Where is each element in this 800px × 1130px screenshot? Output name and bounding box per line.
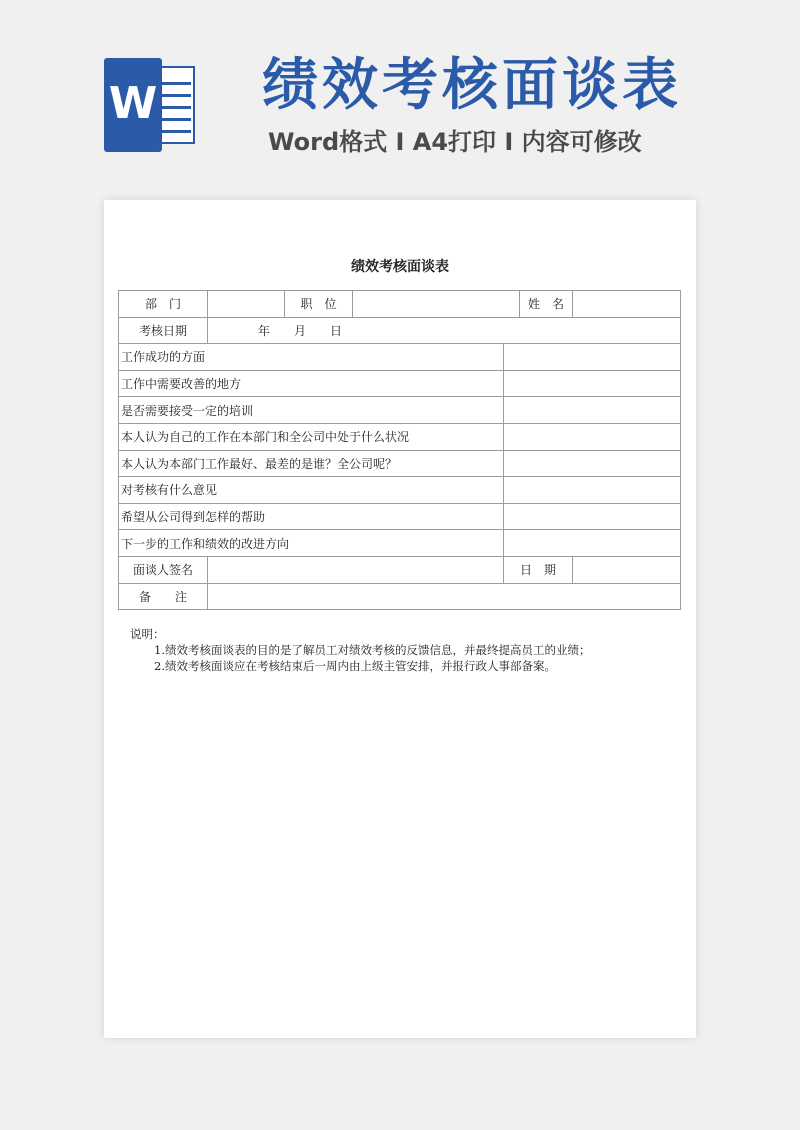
banner	[0, 0, 800, 200]
answer-field[interactable]	[504, 530, 681, 557]
answer-field[interactable]	[504, 503, 681, 530]
signature-date-field[interactable]	[573, 556, 681, 583]
interviewer-signature-field[interactable]	[208, 556, 504, 583]
table-row	[119, 370, 681, 397]
note-item: 2.绩效考核面谈应在考核结束后一周内由上级主管安排，并报行政人事部备案。	[154, 659, 556, 673]
table-row	[119, 291, 681, 318]
banner-subtitle: Word格式 I A4打印 I 内容可修改	[268, 128, 642, 156]
review-date-label: 考核日期	[119, 317, 208, 344]
question-label: 本人认为本部门工作最好、最差的是谁？全公司呢？	[119, 450, 504, 477]
question-label: 本人认为自己的工作在本部门和全公司中处于什么状况	[119, 423, 504, 450]
answer-field[interactable]	[504, 450, 681, 477]
answer-field[interactable]	[504, 344, 681, 371]
remarks-label: 备 注	[119, 583, 208, 610]
question-label: 工作中需要改善的地方	[119, 370, 504, 397]
notes-section	[130, 626, 680, 674]
department-label: 部 门	[119, 291, 208, 318]
document-page	[104, 200, 696, 1038]
word-icon	[104, 58, 200, 152]
interviewer-signature-label: 面谈人签名	[119, 556, 208, 583]
table-row	[119, 503, 681, 530]
document-title: 绩效考核面谈表	[351, 259, 449, 275]
answer-field[interactable]	[504, 370, 681, 397]
position-label: 职 位	[285, 291, 353, 318]
table-row	[119, 556, 681, 583]
table-row	[119, 583, 681, 610]
signature-date-label: 日 期	[504, 556, 573, 583]
answer-field[interactable]	[504, 477, 681, 504]
answer-field[interactable]	[504, 397, 681, 424]
answer-field[interactable]	[504, 423, 681, 450]
table-row	[119, 344, 681, 371]
question-label: 下一步的工作和绩效的改进方向	[119, 530, 504, 557]
question-label: 工作成功的方面	[119, 344, 504, 371]
interview-form-table	[118, 290, 681, 610]
table-row	[119, 450, 681, 477]
table-row	[119, 530, 681, 557]
table-row	[119, 317, 681, 344]
table-row	[119, 423, 681, 450]
question-label: 是否需要接受一定的培训	[119, 397, 504, 424]
question-label: 希望从公司得到怎样的帮助	[119, 503, 504, 530]
name-label: 姓 名	[520, 291, 573, 318]
department-field[interactable]	[208, 291, 285, 318]
position-field[interactable]	[353, 291, 520, 318]
question-label: 对考核有什么意见	[119, 477, 504, 504]
note-item: 1.绩效考核面谈表的目的是了解员工对绩效考核的反馈信息，并最终提高员工的业绩；	[154, 643, 591, 657]
notes-heading: 说明：	[130, 627, 165, 641]
name-field[interactable]	[573, 291, 681, 318]
remarks-field[interactable]	[208, 583, 681, 610]
review-date-field[interactable]: 年 月 日	[208, 317, 681, 344]
table-row	[119, 397, 681, 424]
banner-title: 绩效考核面谈表	[262, 53, 682, 118]
word-icon-letter: W	[108, 78, 158, 129]
table-row	[119, 477, 681, 504]
